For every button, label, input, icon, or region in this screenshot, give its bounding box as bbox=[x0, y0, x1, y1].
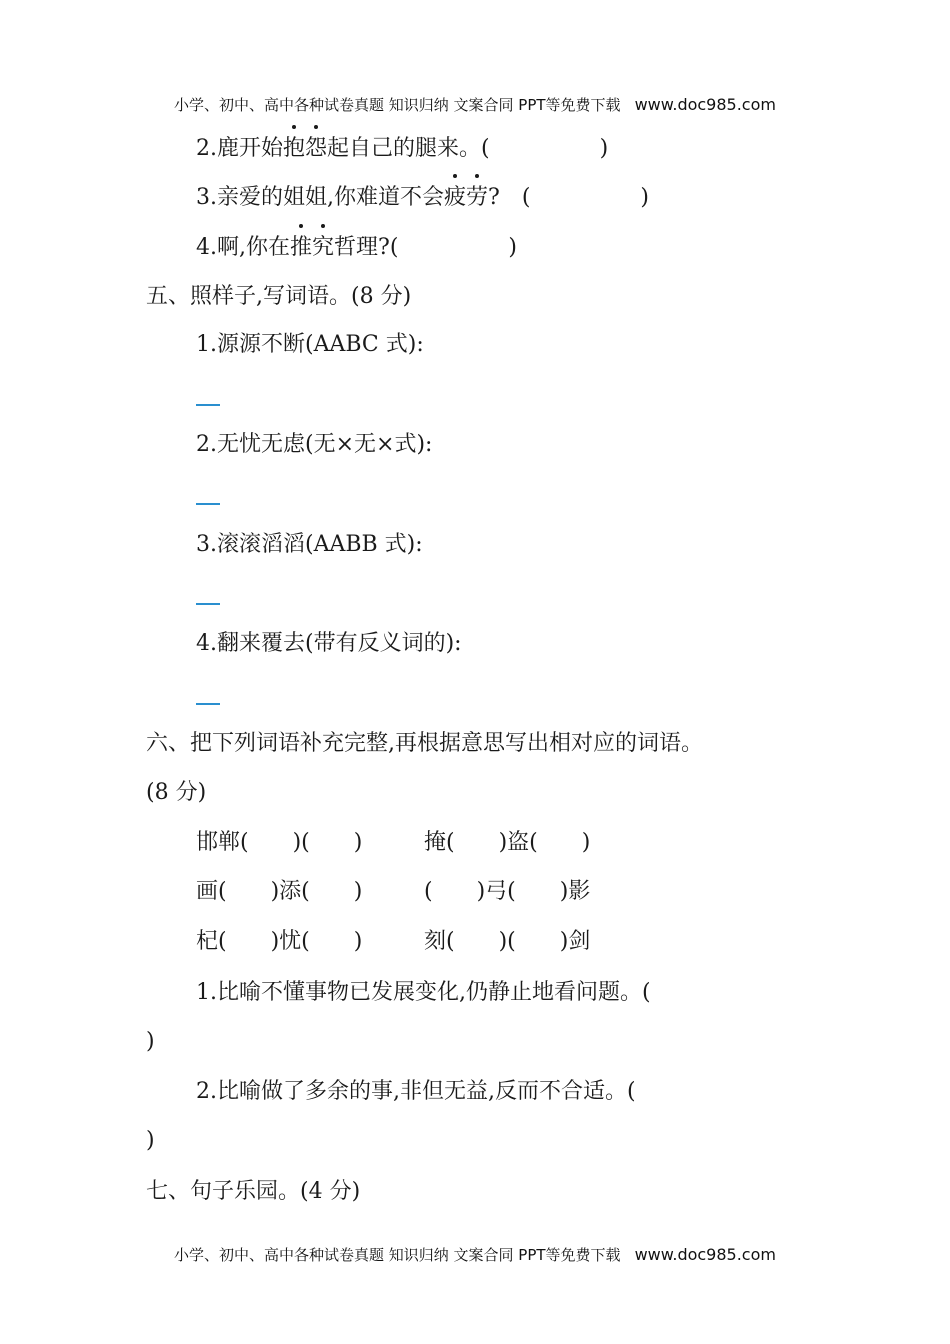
item-num: 4. bbox=[196, 235, 217, 260]
s6-question-1-close: ) bbox=[146, 1029, 155, 1054]
header-text: 小学、初中、高中各种试卷真题 知识归纳 文案合同 PPT等免费下载 bbox=[174, 96, 621, 114]
idiom-cell: 掩( )盗( ) bbox=[424, 830, 591, 855]
s5-item-2: 2.无忧无虑(无×无×式): bbox=[196, 432, 433, 457]
dotted-char: 推 bbox=[290, 233, 312, 263]
s5-item-4: 4.翻来覆去(带有反义词的): bbox=[196, 631, 462, 656]
footer-site: www.doc985.com bbox=[634, 1245, 776, 1264]
section-6-title: 六、把下列词语补充完整,再根据意思写出相对应的词语。 bbox=[146, 731, 703, 756]
dotted-char: 怨 bbox=[305, 134, 327, 164]
idiom-row-2 bbox=[196, 877, 590, 907]
s5-item-1: 1.源源不断(AABC 式): bbox=[196, 332, 424, 357]
idiom-row-1 bbox=[196, 828, 590, 858]
idiom-row-3 bbox=[196, 927, 590, 957]
answer-line[interactable] bbox=[196, 503, 220, 505]
item-post: 起自己的腿来。( ) bbox=[327, 136, 609, 161]
answer-line[interactable] bbox=[196, 404, 220, 406]
item-num: 2. bbox=[196, 136, 217, 161]
answer-line[interactable] bbox=[196, 603, 220, 605]
item-post: 哲理?( ) bbox=[334, 235, 517, 260]
idiom-cell: 杞( )忧( ) bbox=[196, 929, 363, 954]
dotted-char: 疲 bbox=[444, 183, 466, 213]
s6-question-2-close: ) bbox=[146, 1128, 155, 1153]
page-footer bbox=[0, 1244, 950, 1265]
s4-item-2 bbox=[196, 134, 608, 164]
item-post: ? ( ) bbox=[488, 185, 649, 210]
item-pre: 亲爱的姐姐,你难道不会 bbox=[217, 185, 444, 210]
idiom-cell: 画( )添( ) bbox=[196, 879, 363, 904]
header-site: www.doc985.com bbox=[634, 95, 776, 114]
section-6-score: (8 分) bbox=[146, 780, 207, 805]
page-header bbox=[0, 94, 950, 115]
idiom-cell: 邯郸( )( ) bbox=[196, 830, 363, 855]
section-5-title: 五、照样子,写词语。(8 分) bbox=[146, 284, 412, 309]
s6-question-1: 1.比喻不懂事物已发展变化,仍静止地看问题。( bbox=[196, 980, 651, 1005]
item-pre: 啊,你在 bbox=[217, 235, 290, 260]
dotted-char: 劳 bbox=[466, 183, 488, 213]
idiom-cell: 刻( )( )剑 bbox=[424, 929, 591, 954]
idiom-cell: ( )弓( )影 bbox=[424, 879, 591, 904]
s4-item-3 bbox=[196, 183, 649, 213]
footer-text: 小学、初中、高中各种试卷真题 知识归纳 文案合同 PPT等免费下载 bbox=[174, 1246, 621, 1264]
item-num: 3. bbox=[196, 185, 217, 210]
section-7-title: 七、句子乐园。(4 分) bbox=[146, 1179, 361, 1204]
s6-question-2: 2.比喻做了多余的事,非但无益,反而不合适。( bbox=[196, 1079, 636, 1104]
item-pre: 鹿开始 bbox=[217, 136, 284, 161]
s4-item-4 bbox=[196, 233, 517, 263]
answer-line[interactable] bbox=[196, 703, 220, 705]
dotted-char: 究 bbox=[312, 233, 334, 263]
s5-item-3: 3.滚滚滔滔(AABB 式): bbox=[196, 532, 423, 557]
dotted-char: 抱 bbox=[283, 134, 305, 164]
